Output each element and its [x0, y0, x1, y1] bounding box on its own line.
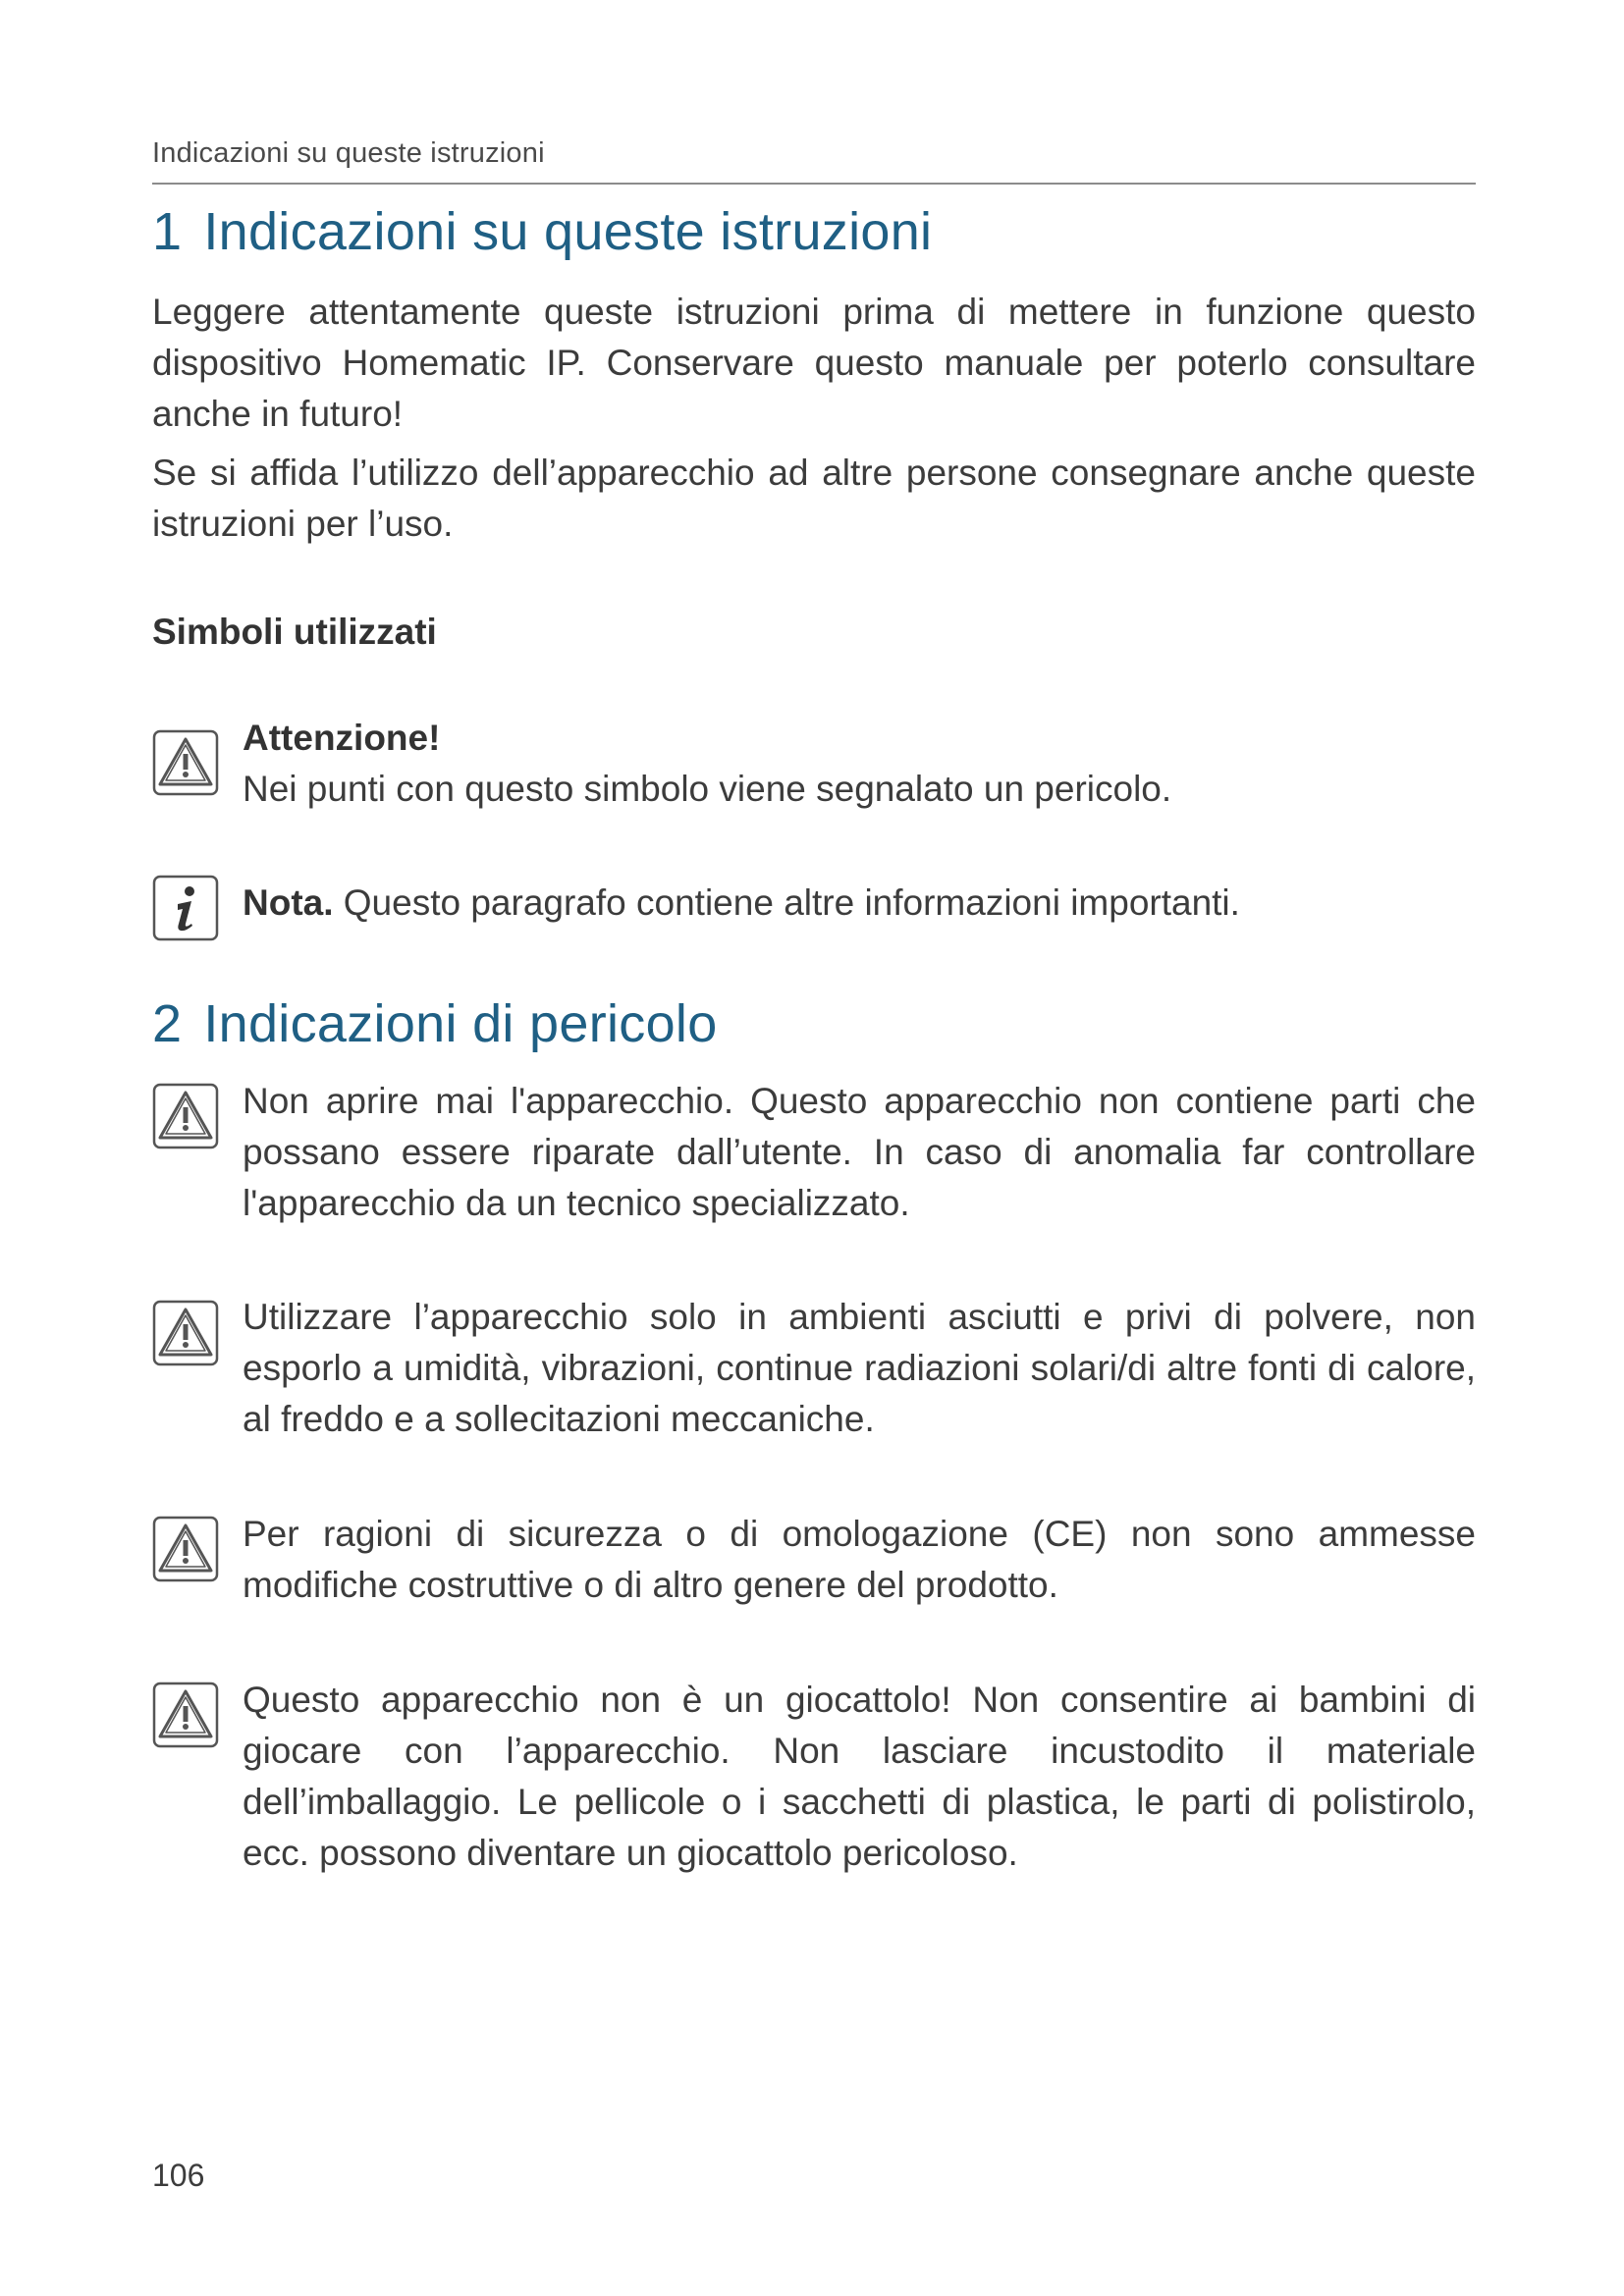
warning-triangle-icon	[152, 1516, 219, 1582]
hazard-warning-1: Non aprire mai l'apparecchio. Questo apparecchio non contiene parti che possano essere riparate dall’utente. In caso di anomalia far controllare l'apparecchio da un tecnico specializzato.	[243, 1081, 1476, 1223]
warning-description: Nei punti con questo simbolo viene segnalato un pericolo.	[243, 769, 1172, 809]
warning-triangle-icon	[152, 1083, 219, 1149]
section-1-paragraph-1: Leggere attentamente queste istruzioni prima di mettere in funzione questo dispositivo Homematic IP. Conservare questo manuale per poterlo consultare anche in futuro!	[152, 292, 1476, 434]
running-header: Indicazioni su queste istruzioni	[152, 137, 545, 169]
hazard-warning-2: Utilizzare l’apparecchio solo in ambienti asciutti e privi di polvere, non esporlo a umidità, vibrazioni, continue radiazioni solari/di altre fonti di calore, al freddo e a sollecitazioni meccaniche.	[243, 1297, 1476, 1439]
section-1-number: 1	[152, 202, 183, 261]
section-2-number: 2	[152, 994, 183, 1053]
section-2-title: Indicazioni di pericolo	[203, 994, 718, 1053]
warning-triangle-icon	[152, 1682, 219, 1748]
note-symbol-block	[243, 878, 1476, 929]
info-icon	[152, 875, 219, 941]
note-description: Questo paragrafo contiene altre informazioni importanti.	[333, 882, 1240, 923]
section-1-paragraph-2: Se si affida l’utilizzo dell’apparecchio ad altre persone consegnare anche queste istruzioni per l’uso.	[152, 453, 1476, 544]
symbols-heading: Simboli utilizzati	[152, 612, 437, 652]
hazard-warning-3: Per ragioni di sicurezza o di omologazione (CE) non sono ammesse modifiche costruttive o di altro genere del prodotto.	[243, 1514, 1476, 1605]
hazard-warning-4: Questo apparecchio non è un giocattolo! Non consentire ai bambini di giocare con l’apparecchio. Non lasciare incustodito il materiale dell’imballaggio. Le pellicole o i sacchetti di plastica, le parti di polistirolo, ecc. possono diventare un giocattolo pericoloso.	[243, 1680, 1476, 1873]
warning-triangle-icon	[152, 1300, 219, 1366]
header-divider	[152, 183, 1476, 185]
page-number: 106	[152, 2158, 205, 2193]
note-title: Nota.	[243, 882, 334, 923]
warning-triangle-icon	[152, 729, 219, 796]
section-1-heading	[152, 201, 932, 262]
section-1-title: Indicazioni su queste istruzioni	[203, 202, 933, 261]
warning-title: Attenzione!	[243, 718, 441, 758]
section-2-heading	[152, 993, 718, 1054]
warning-symbol-block	[243, 713, 1476, 815]
